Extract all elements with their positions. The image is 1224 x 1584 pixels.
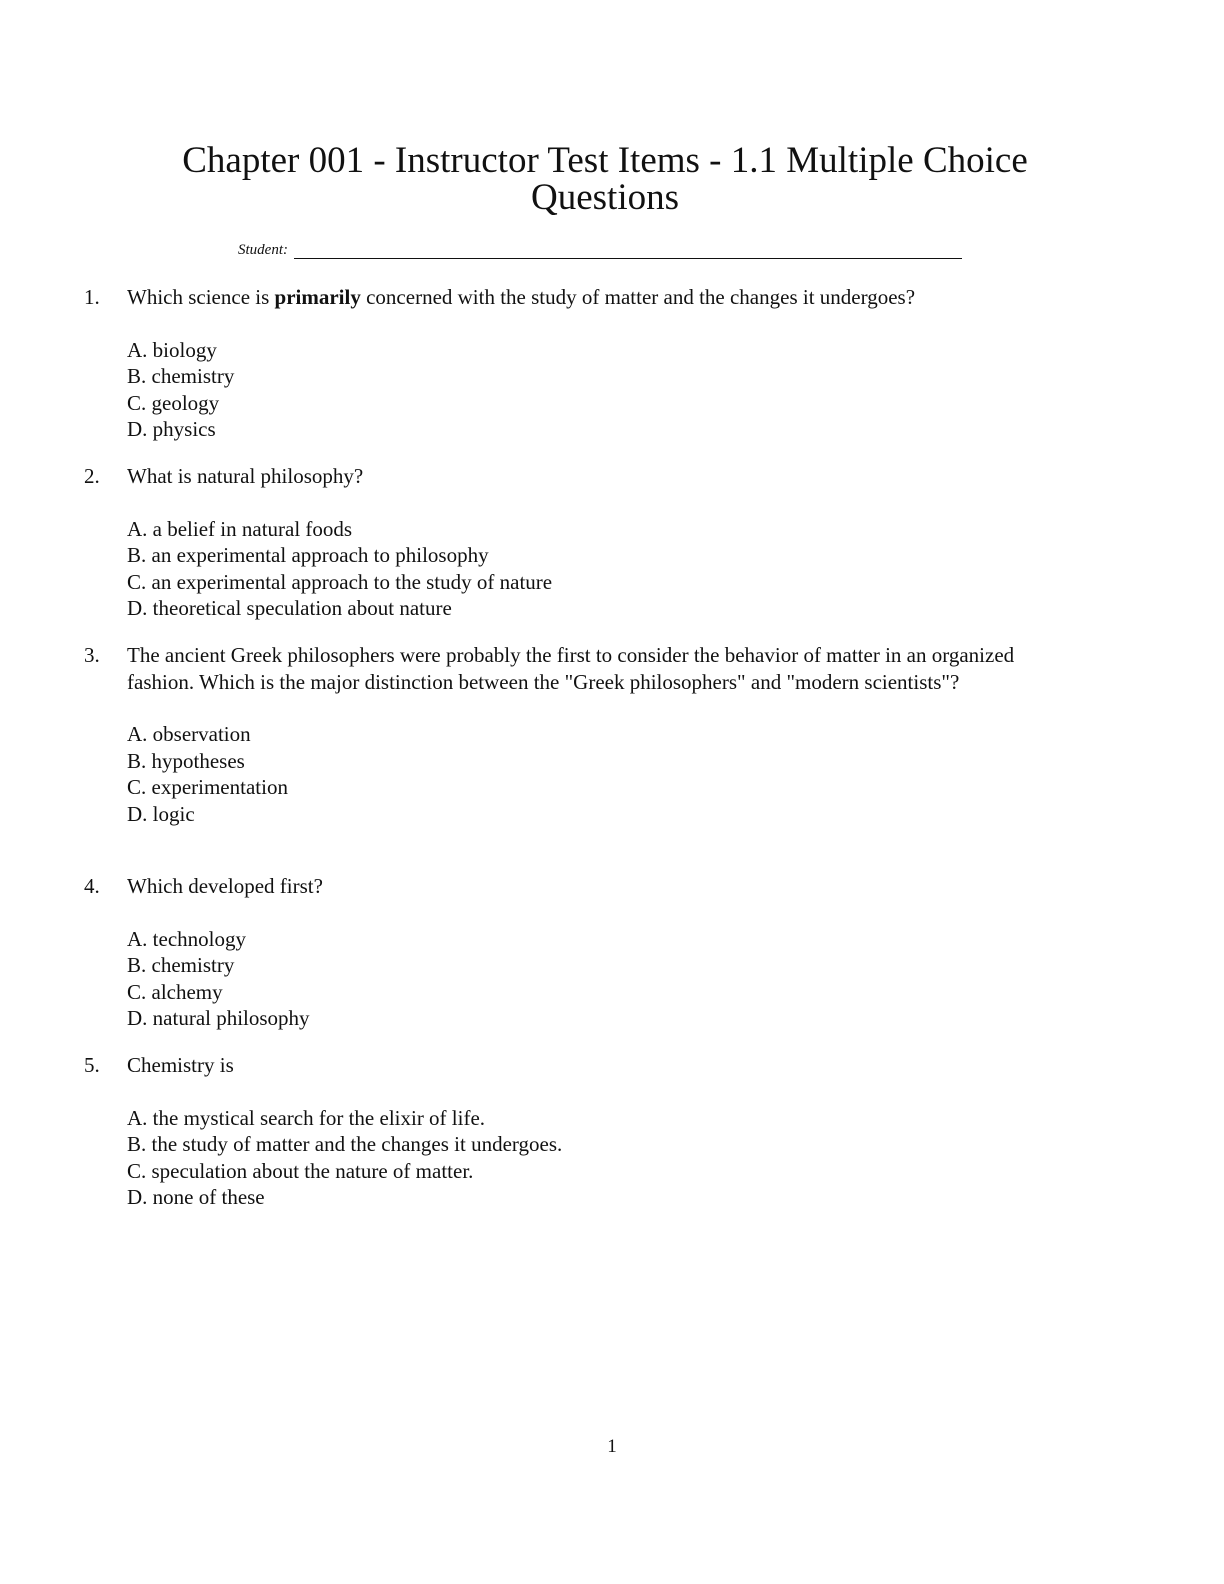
answer-option[interactable]: B. the study of matter and the changes it undergoes.	[127, 1132, 563, 1156]
page-title: Chapter 001 - Instructor Test Items - 1.1 Multiple Choice Questions	[182, 140, 1028, 218]
student-name-line[interactable]	[294, 242, 962, 259]
question-number: 5.	[84, 1053, 100, 1077]
answer-option[interactable]: C. an experimental approach to the study of nature	[127, 569, 553, 594]
answer-options	[127, 337, 1084, 443]
answer-option[interactable]: C. speculation about the nature of matter.	[127, 1158, 474, 1183]
answer-option[interactable]: A. biology	[127, 337, 217, 362]
question-2	[84, 463, 1084, 622]
answer-option[interactable]: D. natural philosophy	[127, 1006, 310, 1030]
question-4	[84, 873, 1084, 1032]
answer-options	[127, 721, 1084, 827]
question-number: 4.	[84, 874, 100, 898]
answer-option[interactable]: B. chemistry	[127, 953, 235, 977]
question-number: 3.	[84, 643, 100, 667]
answer-options	[127, 516, 1084, 622]
question-number: 1.	[84, 285, 100, 309]
answer-option[interactable]: A. observation	[127, 722, 251, 746]
answer-option[interactable]: C. geology	[127, 390, 220, 415]
answer-option[interactable]: A. a belief in natural foods	[127, 516, 353, 541]
answer-option[interactable]: B. chemistry	[127, 364, 235, 388]
page-number: 1	[607, 1436, 617, 1457]
question-5	[84, 1052, 1084, 1211]
emphasis-text: primarily	[274, 285, 361, 309]
answer-option[interactable]: C. experimentation	[127, 775, 288, 799]
answer-option[interactable]: D. physics	[127, 417, 216, 441]
question-number: 2.	[84, 464, 100, 488]
question-text: Which developed first?	[127, 874, 323, 898]
question-text: What is natural philosophy?	[127, 464, 364, 488]
answer-options	[127, 1105, 1084, 1211]
question-3	[84, 642, 1084, 827]
answer-option[interactable]: A. technology	[127, 926, 246, 951]
question-1	[84, 284, 1084, 443]
answer-option[interactable]: B. hypotheses	[127, 748, 245, 773]
answer-option[interactable]: D. theoretical speculation about nature	[127, 596, 452, 620]
answer-option[interactable]: A. the mystical search for the elixir of life.	[127, 1105, 486, 1130]
student-label: Student:	[238, 242, 288, 258]
answer-option[interactable]: C. alchemy	[127, 979, 223, 1004]
answer-option[interactable]: B. an experimental approach to philosophy	[127, 543, 489, 567]
question-text: Chemistry is	[127, 1053, 234, 1077]
question-text: The ancient Greek philosophers were probably the first to consider the behavior of matter in an organized fashion. Which is the major distinction between the "Greek philosophers" and "modern scientists"?	[127, 643, 1015, 694]
student-name-field[interactable]	[238, 242, 962, 259]
answer-options	[127, 926, 1084, 1032]
answer-option[interactable]: D. none of these	[127, 1185, 265, 1209]
answer-option[interactable]: D. logic	[127, 801, 195, 826]
question-text: Which science is primarily concerned with the study of matter and the changes it undergoes?	[127, 285, 916, 309]
